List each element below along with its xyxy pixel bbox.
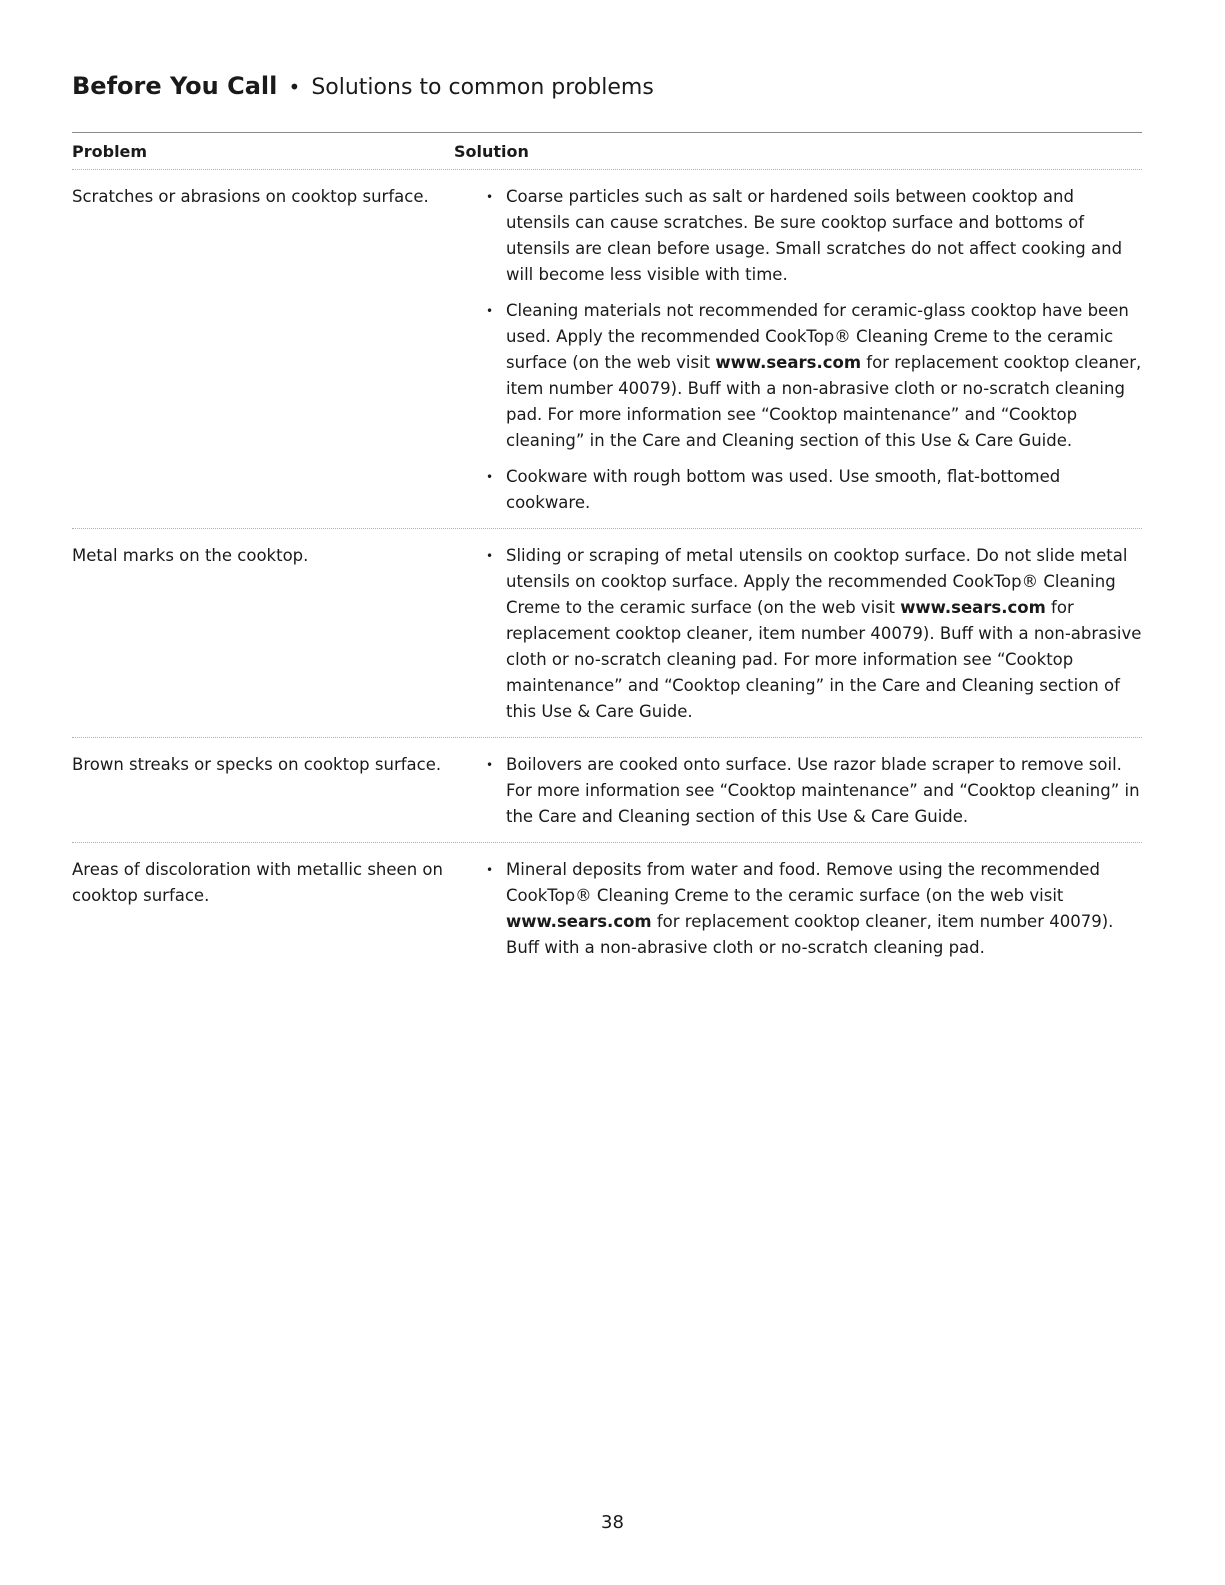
solution-item [474, 857, 1142, 961]
solution-text: Mineral deposits from water and food. Remove using the recommended CookTop® Cleaning Creme to the ceramic surface (on the web visit [506, 860, 1100, 905]
bullet-icon: • [486, 549, 494, 563]
solution-cell [474, 752, 1142, 830]
bullet-icon: • [486, 758, 494, 772]
column-header-problem: Problem [72, 141, 148, 161]
solution-cell [474, 184, 1142, 516]
page-subtitle: Solutions to common problems [311, 75, 654, 100]
solution-text: Coarse particles such as salt or hardened soils between cooktop and utensils can cause scratches. Be sure cooktop surface and bottoms of utensils are clean before usage. Small scratches do not affect cooking and will become less visible with time. [506, 187, 1123, 284]
solution-item [474, 752, 1142, 830]
table-row [72, 738, 1142, 843]
solution-text-cont: for replacement cooktop cleaner, item number 40079). Buff with a non-abrasive cloth or no-scratch cleaning pad. [506, 912, 1114, 957]
problem-cell: Areas of discoloration with metallic sheen on cooktop surface. [72, 860, 443, 905]
solution-cell [474, 857, 1142, 961]
troubleshooting-table [72, 132, 1142, 973]
solution-text: Sliding or scraping of metal utensils on cooktop surface. Do not slide metal utensils on cooktop surface. Apply the recommended CookTop® Cleaning Creme to the ceramic surface (on the web visit [506, 546, 1128, 617]
solution-text-cont: for replacement cooktop cleaner, item number 40079). Buff with a non-abrasive cloth or no-scratch cleaning pad. For more information see “Cooktop maintenance” and “Cooktop cleaning” in the Care and Cleaning section of this Use & Care Guide. [506, 598, 1142, 721]
table-row [72, 843, 1142, 973]
bullet-icon: • [486, 863, 494, 877]
page-number: 38 [601, 1512, 624, 1533]
solution-text: Cleaning materials not recommended for ceramic-glass cooktop have been used. Apply the recommended CookTop® Cleaning Creme to the ceramic surface (on the web visit [506, 301, 1129, 372]
title-separator: • [288, 75, 301, 99]
bullet-icon: • [486, 190, 494, 204]
solution-text-cont: for replacement cooktop cleaner, item number 40079). Buff with a non-abrasive cloth or no-scratch cleaning pad. For more information see “Cooktop maintenance” and “Cooktop cleaning” in the Care and Cleaning section of this Use & Care Guide. [506, 353, 1142, 450]
website-link[interactable]: www.sears.com [715, 353, 862, 372]
website-link[interactable]: www.sears.com [506, 912, 652, 931]
problem-cell: Brown streaks or specks on cooktop surface. [72, 755, 442, 774]
website-link[interactable]: www.sears.com [900, 598, 1046, 617]
table-row [72, 170, 1142, 529]
solution-text: Boilovers are cooked onto surface. Use razor blade scraper to remove soil. For more information see “Cooktop maintenance” and “Cooktop cleaning” in the Care and Cleaning section of this Use & Care Guide. [506, 755, 1140, 826]
solution-cell [474, 543, 1142, 725]
solution-item [474, 184, 1142, 288]
problem-cell: Metal marks on the cooktop. [72, 546, 309, 565]
page-title: Before You Call [72, 72, 278, 100]
solution-item [474, 464, 1142, 516]
table-row [72, 529, 1142, 738]
solution-item [474, 543, 1142, 725]
column-header-solution: Solution [454, 141, 529, 161]
page-header [72, 72, 654, 100]
bullet-icon: • [486, 470, 494, 484]
solution-text: Cookware with rough bottom was used. Use smooth, flat-bottomed cookware. [506, 467, 1061, 512]
table-header [72, 133, 1142, 170]
solution-item [474, 298, 1142, 454]
problem-cell: Scratches or abrasions on cooktop surface. [72, 187, 429, 206]
bullet-icon: • [486, 304, 494, 318]
